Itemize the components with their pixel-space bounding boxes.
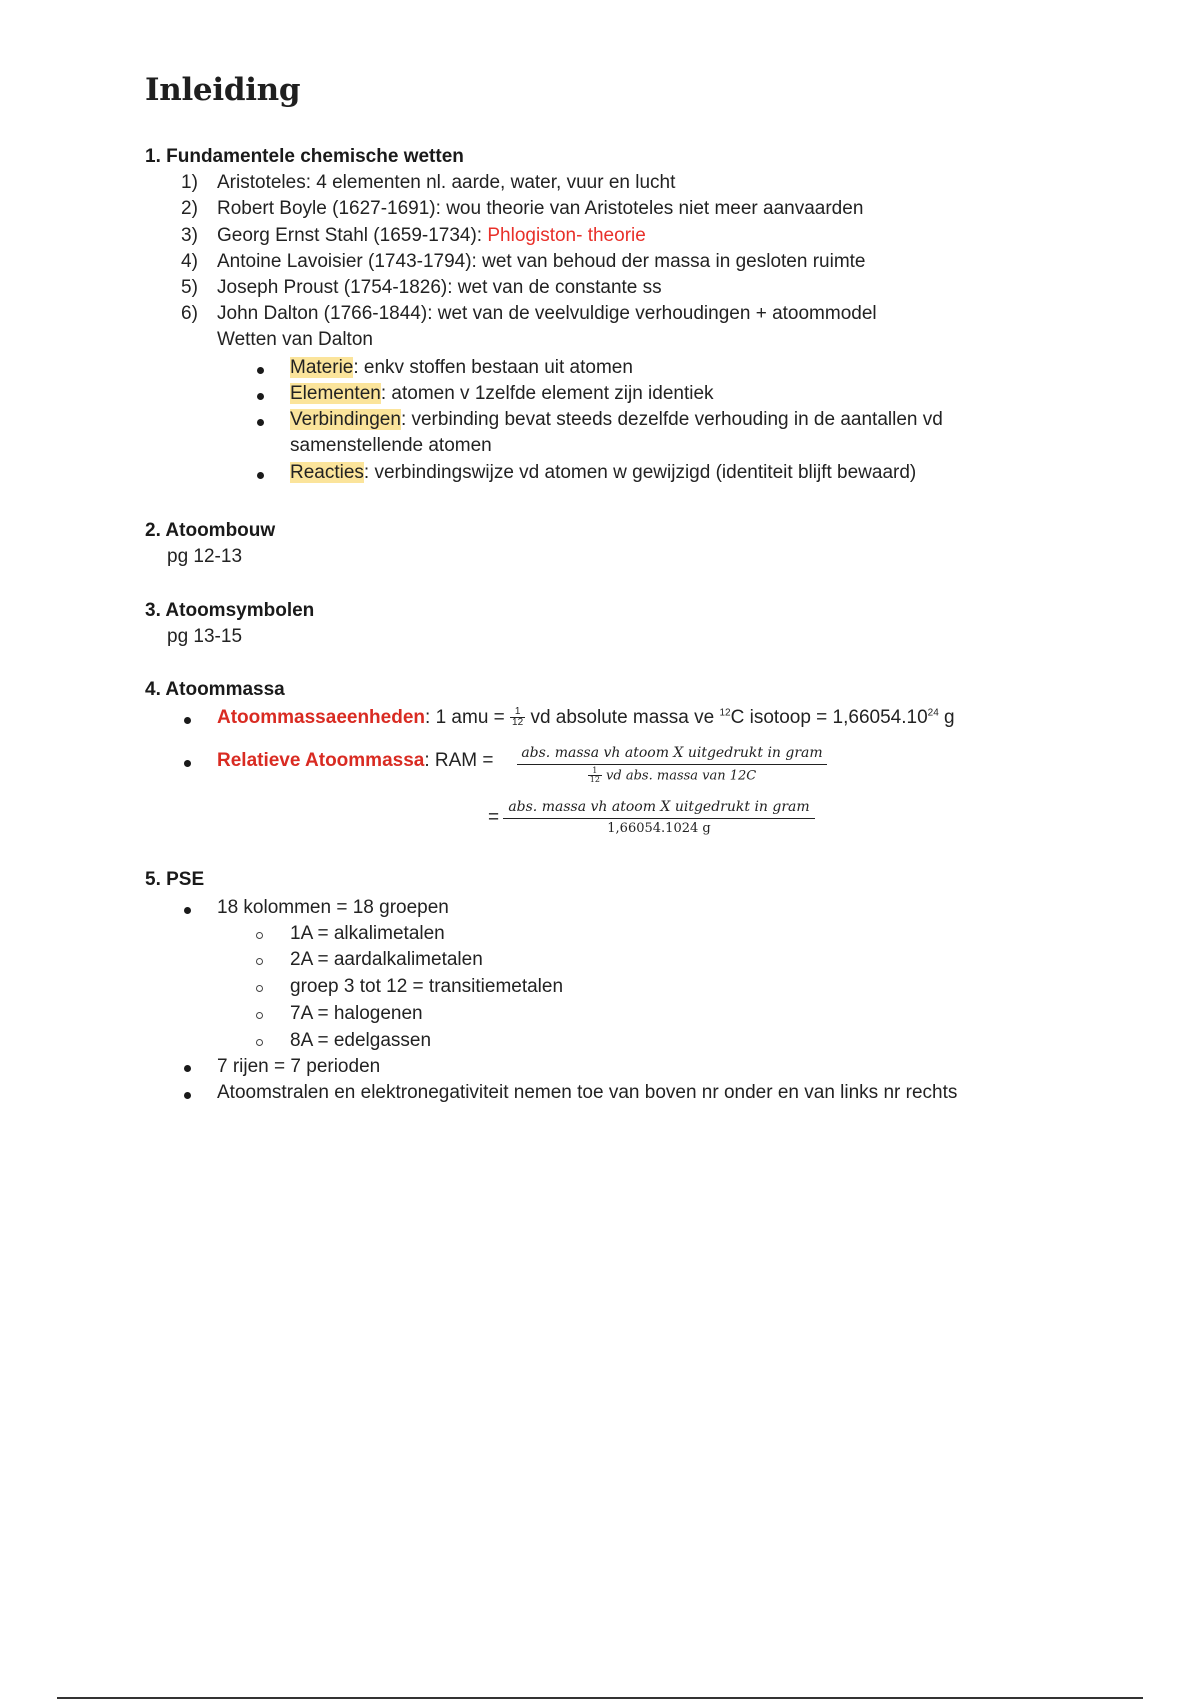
ram-definition: Relatieve Atoommassa: RAM = [217, 750, 494, 771]
group-item: 7A = halogenen [290, 1003, 423, 1024]
dalton-law-verbindingen: Verbindingen: verbinding bevat steeds dezelfde verhouding in de aantallen vd [290, 409, 943, 430]
bullet-icon [184, 717, 191, 724]
bullet-icon [184, 1065, 191, 1072]
ram-fraction-1: abs. massa vh atoom X uitgedrukt in gram $\frac{1}{12}$ vd abs. massa van 12C [517, 745, 827, 784]
group-item: 8A = edelgassen [290, 1030, 432, 1051]
section-heading-fundamentele-wetten: 1. Fundamentele chemische wetten [145, 146, 464, 167]
equals-sign: = [488, 807, 500, 828]
bullet-icon [257, 367, 264, 374]
bullet-icon [257, 393, 264, 400]
bullet-icon [257, 419, 264, 426]
section-heading-atoommassa: 4. Atoommassa [145, 679, 285, 700]
group-item: 1A = alkalimetalen [290, 923, 445, 944]
phlogiston-term: Phlogiston- theorie [487, 225, 646, 246]
dalton-intro: Wetten van Dalton [217, 329, 373, 350]
group-item: 2A = aardalkalimetalen [290, 949, 483, 970]
pse-groups: 18 kolommen = 18 groepen [217, 897, 449, 918]
page-reference: pg 12-13 [167, 546, 243, 567]
dalton-law-materie: Materie: enkv stoffen bestaan uit atomen [290, 357, 633, 378]
fraction-one-twelfth: $\frac{1}{12}$ [512, 706, 524, 729]
section-heading-atoombouw: 2. Atoombouw [145, 520, 276, 541]
dalton-law-reacties: Reacties: verbindingswijze vd atomen w gewijzigd (identiteit blijft bewaard) [290, 462, 917, 483]
circle-bullet-icon [256, 958, 263, 965]
bullet-icon [257, 472, 264, 479]
circle-bullet-icon [256, 985, 263, 992]
section-heading-atoomsymbolen: 3. Atoomsymbolen [145, 600, 315, 621]
bullet-icon [184, 1092, 191, 1099]
circle-bullet-icon [256, 1012, 263, 1019]
group-item: groep 3 tot 12 = transitiemetalen [290, 976, 564, 997]
circle-bullet-icon [256, 932, 263, 939]
section-heading-pse: 5. PSE [145, 869, 205, 890]
pse-trends: Atoomstralen en elektronegativiteit nemen toe van boven nr onder en van links nr rechts [217, 1082, 958, 1103]
pse-periods: 7 rijen = 7 perioden [217, 1056, 381, 1077]
amu-definition: Atoommassaeenheden: 1 amu = $\frac{1}{12}$ vd absolute massa ve $^{12}$C isotoop = $1,66054.10^{24}$ g [217, 706, 955, 729]
footer-divider [57, 1697, 1143, 1699]
bullet-icon [184, 760, 191, 767]
dalton-law-verbindingen-cont: samenstellende atomen [290, 435, 492, 456]
circle-bullet-icon [256, 1039, 263, 1046]
ram-fraction-2: abs. massa vh atoom X uitgedrukt in gram 1,66054.1024 g [503, 799, 815, 836]
page-title: Inleiding [145, 72, 301, 108]
bullet-icon [184, 907, 191, 914]
document-page: Inleiding 1. Fundamentele chemische wetten 1) Aristoteles: 4 elementen nl. aarde, water, vuur en lucht 2) Robert Boyle (1627-1691): wou theorie van Aristoteles niet meer aanvaarden 3) Georg Ernst Stahl (1659-1734): Phlogiston- theorie 4) Antoine Lavoisier (1743-1794): wet van behoud der massa in gesloten ruimte 5) Joseph Proust (1754-1826): wet van de constante ss 6) John Dalton (1766-1844): wet van de veelvuldige verhoudingen + atoommodel Wetten van Dalton Materie: enkv stoffen bestaan uit atomen Elementen: atomen v 1zelfde element zijn identiek Verbindingen: verbinding bevat steeds dezelfde verhouding in de aantallen vd samenstellende atomen Reacties: verbindingswijze vd atomen w gewijzigd (identiteit blijft bewaard) 2. Atoombouw pg 12-13 3. Atoomsymbolen pg 13-15 4. Atoommassa Atoommassaeenheden: 1 amu = $\frac{1}{12}$ vd absolute massa ve $^{12}$C isotoop = $1,66054.10^{24}$ g Relatieve Atoommassa: RAM = abs. massa vh atoom X uitgedrukt in gram $\frac{1}{12}$ vd abs. massa van 12C = abs. massa vh atoom X uitgedrukt in gram 1,66054.1024 g 5. PSE 18 kolommen = 18 groepen 1A = alkalimetalen 2A = aardalkalimetalen groep 3 tot 12 = transitiemetalen 7A = halogenen 8A = edelgassen 7 rijen = 7 perioden Atoomstralen en elektronegativiteit nemen toe van boven nr onder en van links nr rechts [0, 0, 1200, 1700]
dalton-law-elementen: Elementen: atomen v 1zelfde element zijn identiek [290, 383, 714, 404]
page-reference: pg 13-15 [167, 626, 243, 647]
